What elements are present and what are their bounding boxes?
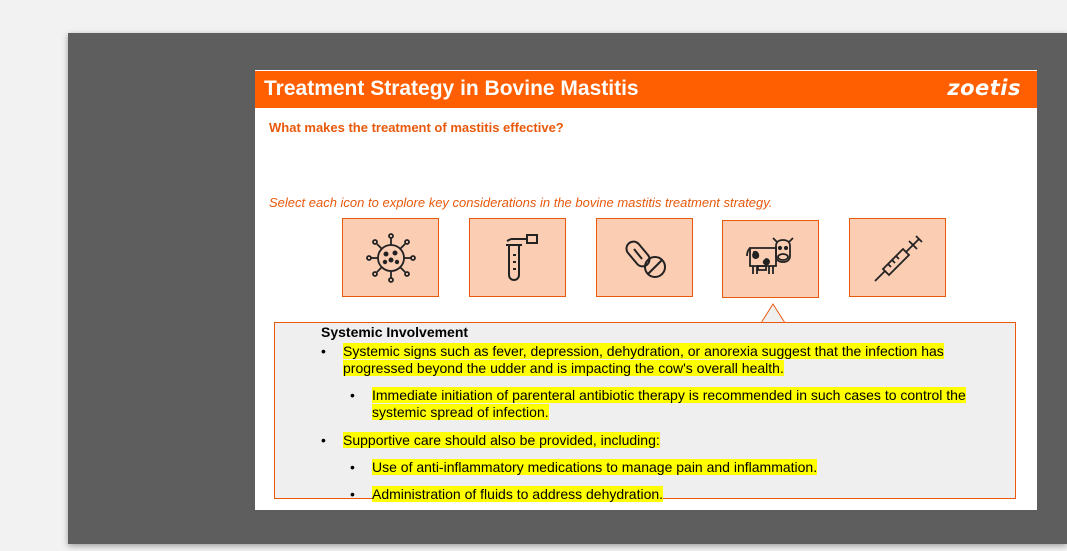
list-item (350, 459, 1012, 476)
bullet-glyph: • (350, 459, 355, 475)
slide-title: Treatment Strategy in Bovine Mastitis (264, 77, 639, 100)
bullet-glyph: • (350, 486, 355, 502)
bullet-glyph: • (350, 387, 355, 403)
bullet-text: Use of anti-inflammatory medications to manage pain and inflammation. (372, 459, 818, 475)
pills-icon (618, 231, 672, 285)
bullet-text: Systemic signs such as fever, depression, dehydration, or anorexia suggest that the infection has (343, 343, 944, 359)
list-item (321, 432, 1003, 449)
bullet-glyph: • (321, 343, 326, 359)
bullet-text: progressed beyond the udder and is impacting the cow's overall health. (343, 360, 784, 376)
instruction-text: Select each icon to explore key considerations in the bovine mastitis treatment strategy. (269, 195, 773, 210)
bullet-text: Immediate initiation of parenteral antibiotic therapy is recommended in such cases to control the (372, 387, 966, 403)
syringe-icon (871, 231, 925, 285)
question-text: What makes the treatment of mastitis effective? (269, 120, 564, 135)
test-tube-dropper-icon (491, 231, 545, 285)
panel-heading: Systemic Involvement (321, 324, 469, 340)
zoetis-logo: zoetis (947, 76, 1021, 100)
syringe-icon-button[interactable] (849, 218, 946, 297)
bullet-text: Supportive care should also be provided, including: (343, 432, 660, 448)
info-panel (274, 322, 1016, 502)
test-tube-icon-button[interactable] (469, 218, 566, 297)
list-item (350, 486, 1012, 503)
cow-icon (744, 232, 798, 286)
bullet-text: systemic spread of infection. (372, 404, 549, 420)
bullet-text: Administration of fluids to address dehydration. (372, 486, 664, 502)
cow-icon-button[interactable] (722, 220, 819, 298)
list-item (321, 343, 1003, 377)
title-bar (255, 70, 1037, 108)
bullet-glyph: • (321, 432, 326, 448)
list-item (350, 387, 1012, 421)
pills-icon-button[interactable] (596, 218, 693, 297)
virus-icon (364, 231, 418, 285)
virus-icon-button[interactable] (342, 218, 439, 297)
slide (255, 70, 1037, 510)
callout-pointer (761, 303, 785, 323)
